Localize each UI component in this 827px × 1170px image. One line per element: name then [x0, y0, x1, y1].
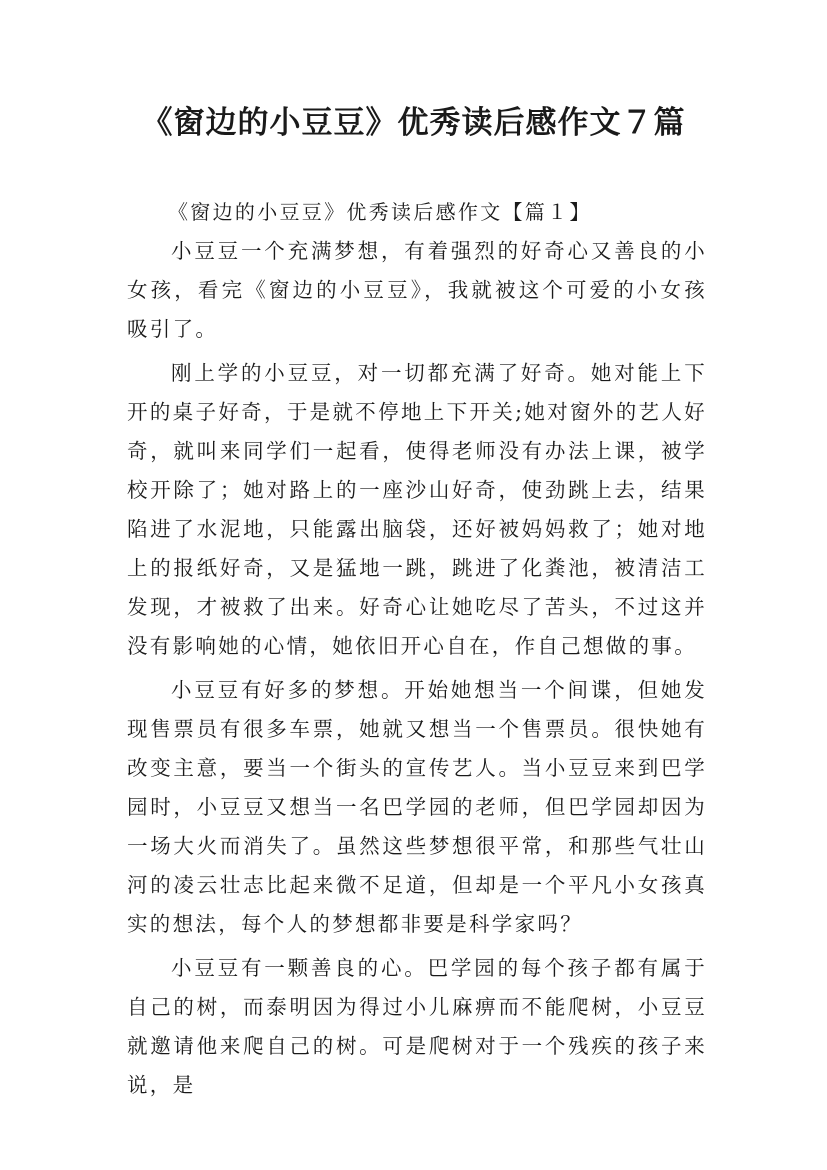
paragraph-1: 小豆豆一个充满梦想，有着强烈的好奇心又善良的小女孩，看完《窗边的小豆豆》，我就被这个可爱的小女孩吸引了。	[127, 239, 707, 341]
document-body	[127, 193, 707, 1110]
paragraph-2: 刚上学的小豆豆，对一切都充满了好奇。她对能上下开的桌子好奇，于是就不停地上下开关;她对窗外的艺人好奇，就叫来同学们一起看，使得老师没有办法上课，被学校开除了；她对路上的一座沙山好奇，使劲跳上去，结果陷进了水泥地，只能露出脑袋，还好被妈妈救了；她对地上的报纸好奇，又是猛地一跳，跳进了化粪池，被清洁工发现，才被救了出来。好奇心让她吃尽了苦头，不过这并没有影响她的心情，她依旧开心自在，作自己想做的事。	[127, 361, 707, 658]
section-heading: 《窗边的小豆豆》优秀读后感作文【篇１】	[168, 200, 592, 224]
paragraph-4: 小豆豆有一颗善良的心。巴学园的每个孩子都有属于自己的树，而泰明因为得过小儿麻痹而不能爬树，小豆豆就邀请他来爬自己的树。可是爬树对于一个残疾的孩子来说，是	[127, 956, 707, 1097]
paragraph-3: 小豆豆有好多的梦想。开始她想当一个间谍，但她发现售票员有很多车票，她就又想当一个售票员。很快她有改变主意，要当一个街头的宣传艺人。当小豆豆来到巴学园时，小豆豆又想当一名巴学园的老师，但巴学园却因为一场大火而消失了。虽然这些梦想很平常，和那些气壮山河的凌云壮志比起来微不足道，但却是一个平凡小女孩真实的想法，每个人的梦想都非要是科学家吗？	[127, 678, 707, 936]
document-title: 《窗边的小豆豆》优秀读后感作文７篇	[141, 105, 686, 141]
